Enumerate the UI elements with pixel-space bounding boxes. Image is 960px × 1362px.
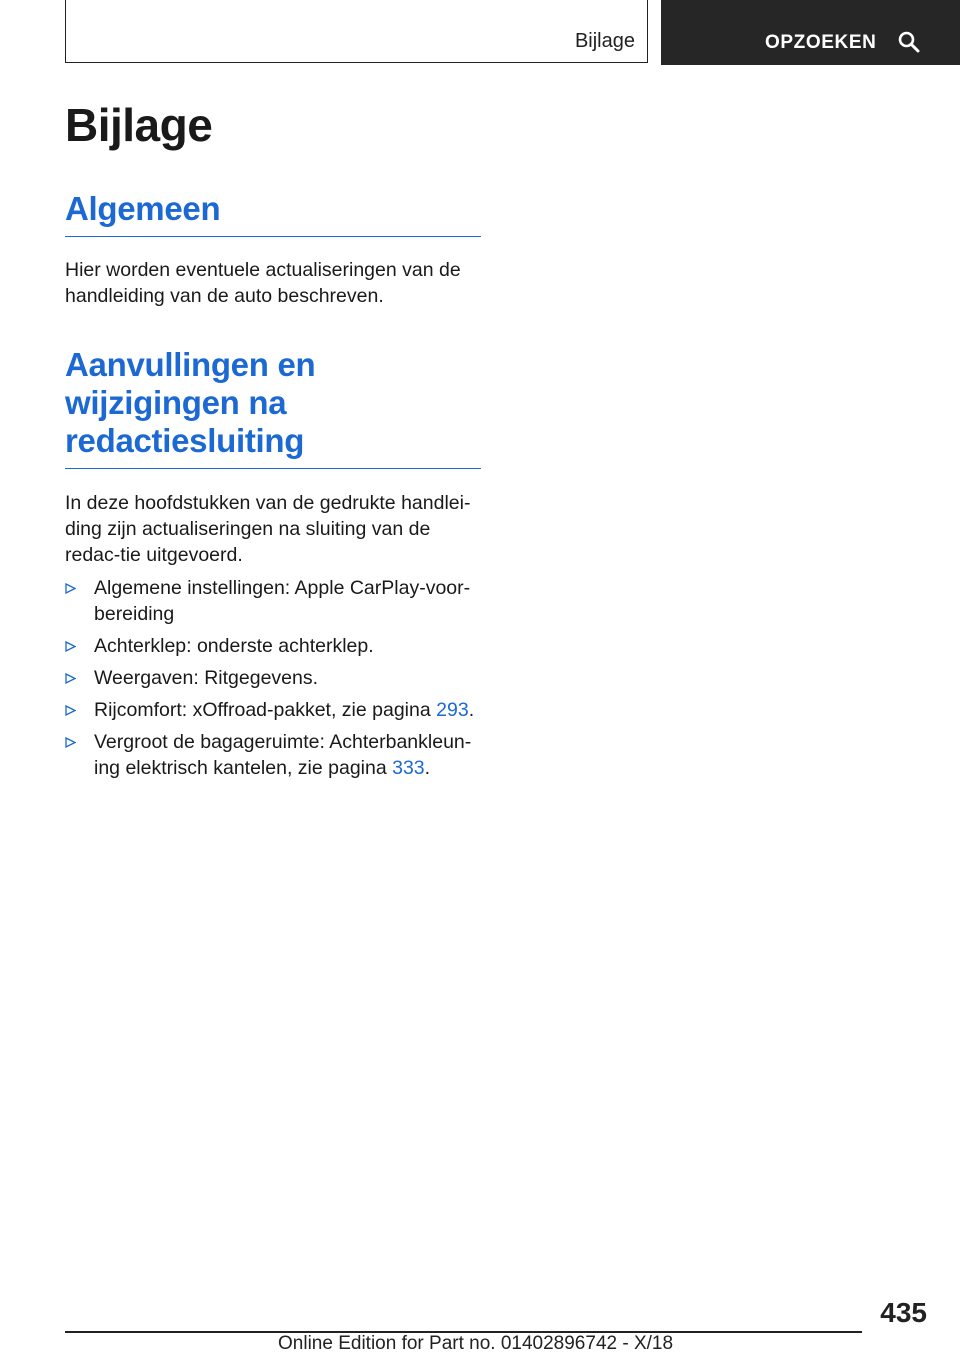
page-link-293[interactable]: 293 [436, 699, 469, 721]
list-item-text: Rijcomfort: xOffroad-pakket, zie pagina [94, 699, 437, 721]
triangle-bullet-icon [65, 641, 76, 652]
triangle-bullet-icon [65, 737, 76, 748]
list-item-text: Vergroot de bagageruimte: Achterbankleun-ing elektrisch kantelen, zie pagina [94, 731, 472, 779]
chapter-title: Bijlage [65, 99, 213, 151]
edition-footer: Online Edition for Part no. 01402896742 - X/18 [278, 1333, 674, 1354]
triangle-bullet-icon [65, 705, 76, 716]
section-heading-aanvullingen [65, 346, 481, 469]
page-number: 435 [880, 1297, 927, 1328]
list-item-text: Algemene instellingen: Apple CarPlay-voor-bereiding [94, 577, 471, 625]
list-item-text: Weergaven: Ritgegevens. [94, 667, 319, 689]
main-content [65, 96, 481, 787]
list-item-text: Achterklep: onderste achterklep. [94, 635, 374, 657]
list-item-suffix: . [468, 699, 475, 721]
heading-line: wijzigingen na [65, 384, 287, 421]
section-heading-algemeen: Algemeen [65, 190, 481, 237]
triangle-bullet-icon [65, 583, 76, 594]
header-frame [65, 0, 648, 63]
section-paragraph-algemeen: Hier worden eventuele actualiseringen van de handleiding van de auto beschreven. [65, 259, 461, 307]
list-item [65, 729, 481, 781]
header-section-label: Bijlage [574, 30, 635, 52]
list-item [65, 665, 481, 691]
triangle-bullet-icon [65, 673, 76, 684]
list-item [65, 697, 481, 723]
search-button[interactable] [661, 0, 960, 65]
list-item [65, 575, 481, 627]
heading-line: redactiesluiting [65, 422, 305, 459]
list-item [65, 633, 481, 659]
search-button-label: OPZOEKEN [765, 32, 877, 53]
page-link-333[interactable]: 333 [392, 757, 425, 779]
update-list [65, 575, 481, 781]
heading-line: Aanvullingen en [65, 346, 316, 383]
search-icon [897, 30, 921, 54]
section-paragraph-aanvullingen: In deze hoofdstukken van de gedrukte handlei-ding zijn actualiseringen na sluiting van de redac-tie uitgevoerd. [65, 492, 471, 566]
list-item-suffix: . [424, 757, 431, 779]
